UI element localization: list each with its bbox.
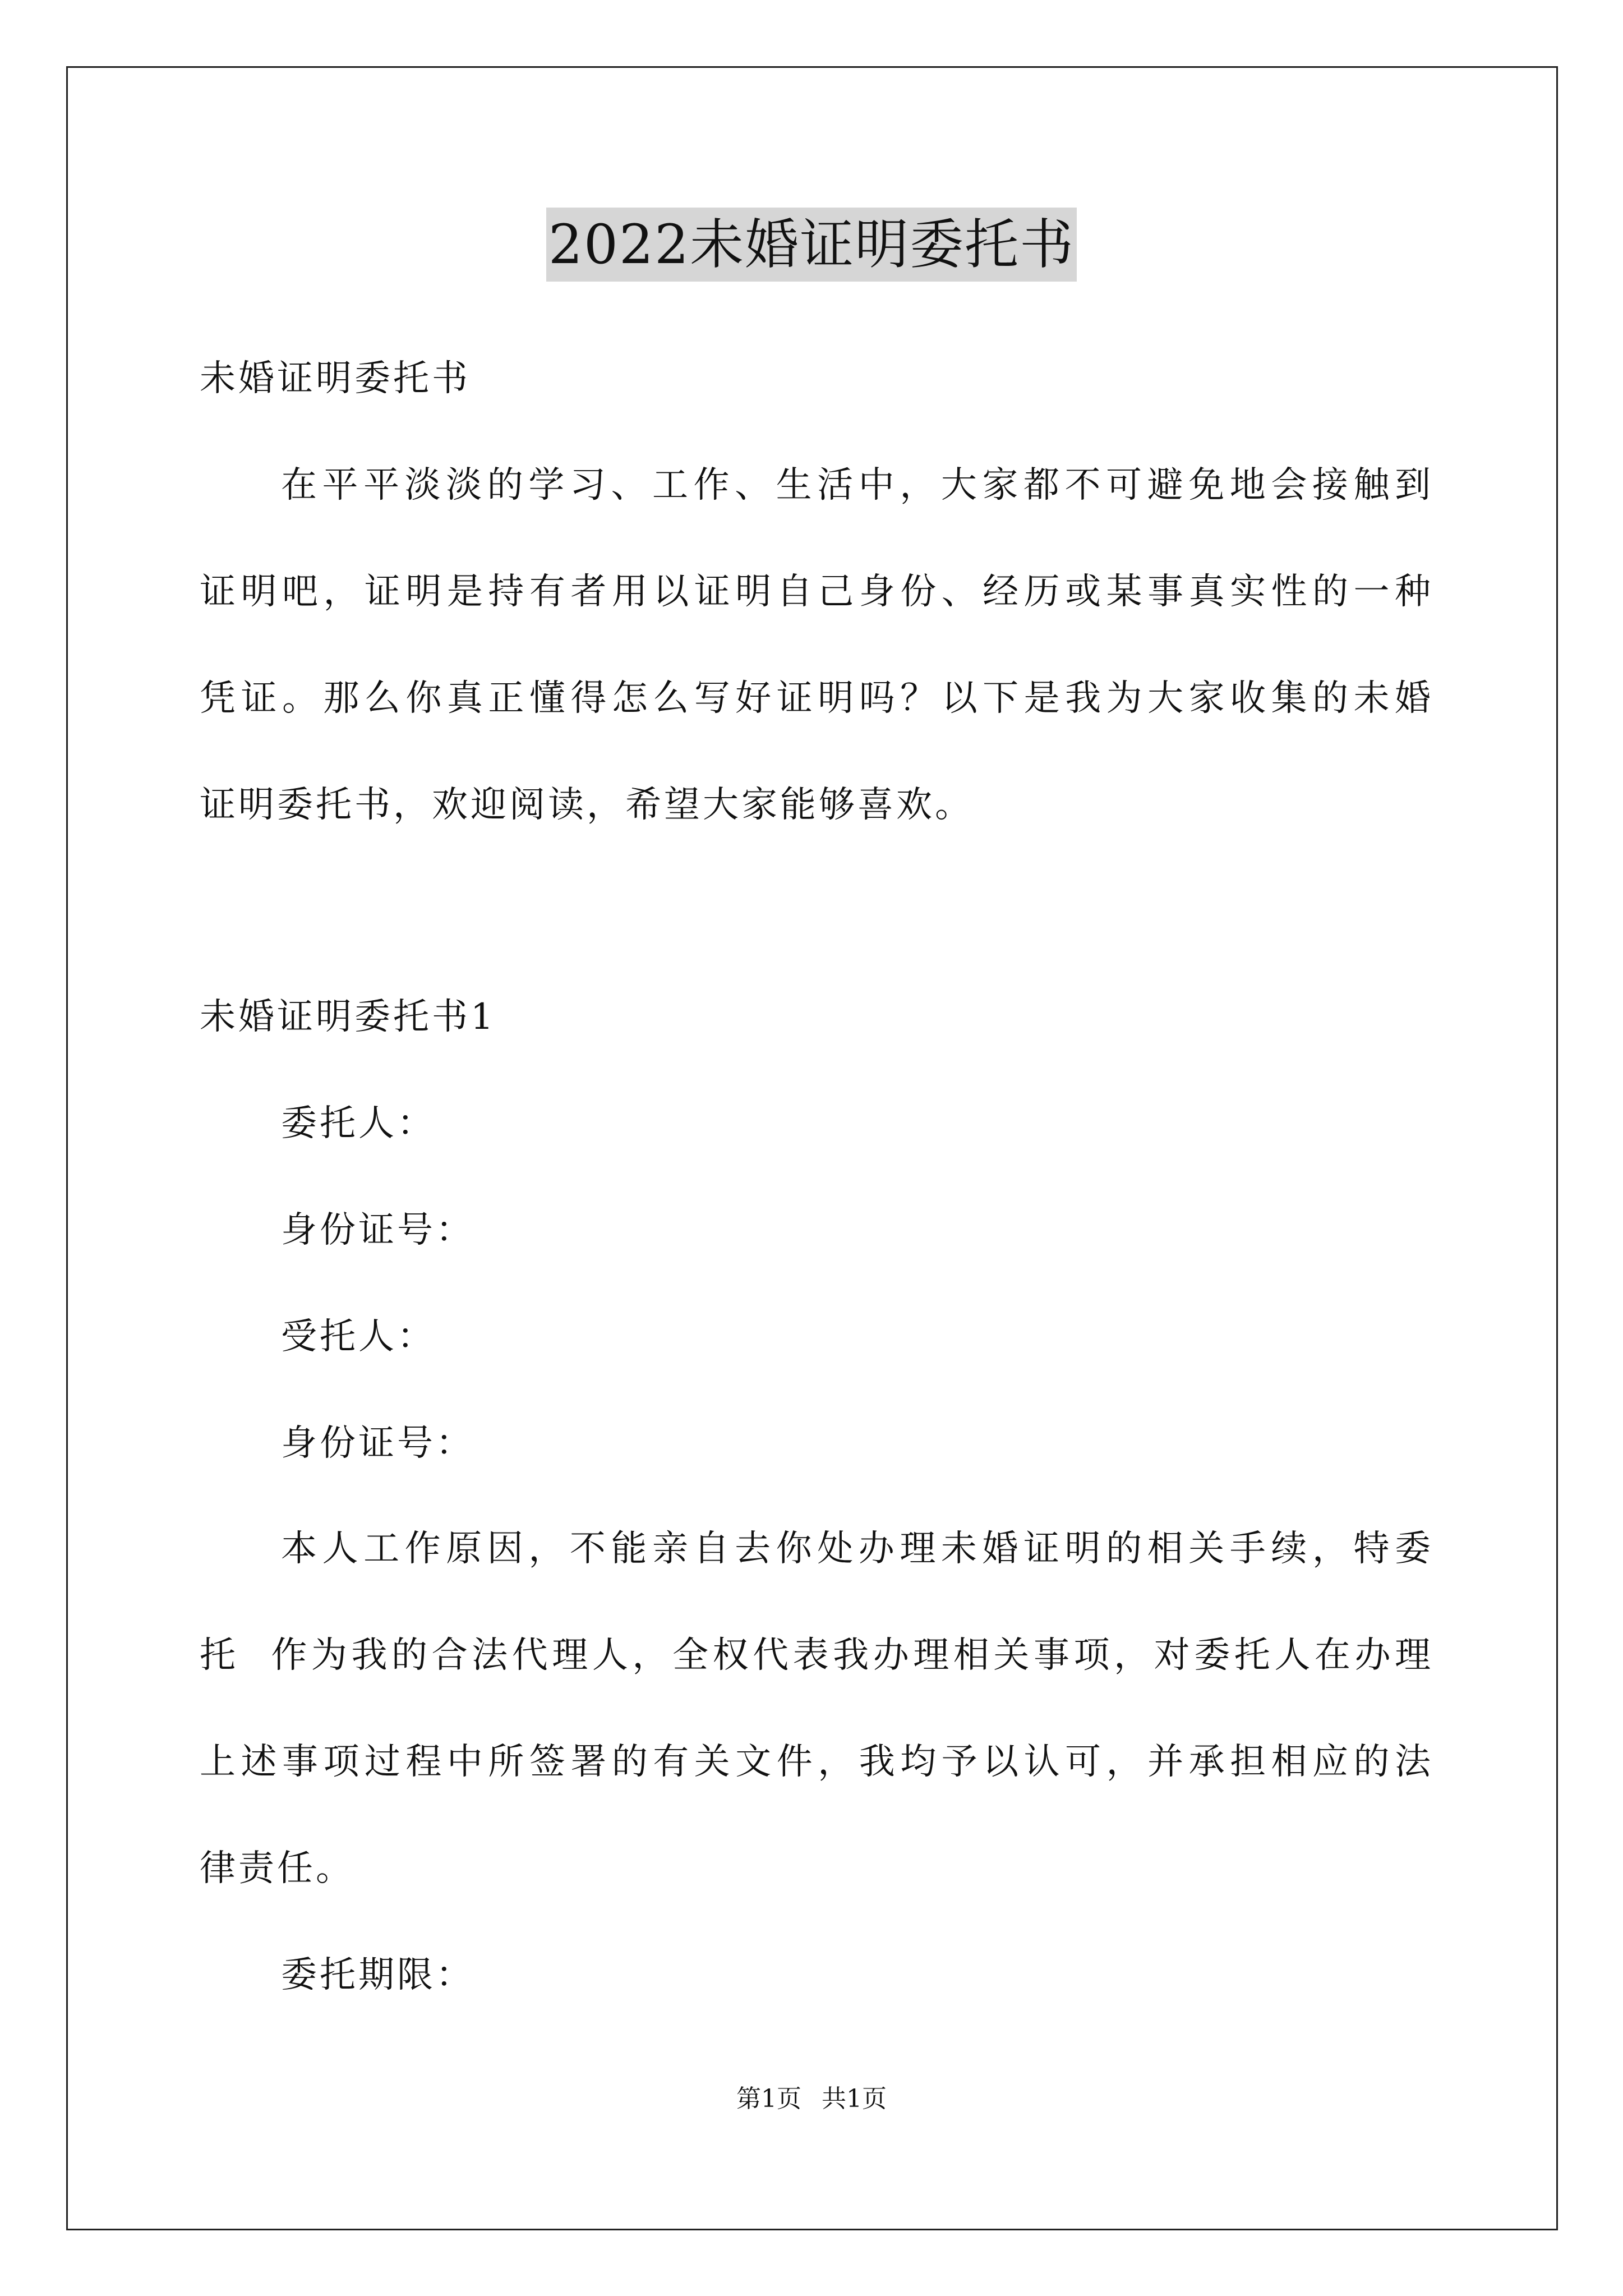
- intro-line-1: 在平平淡淡的学习、工作、生活中，大家都不可避免地会接触到: [281, 464, 1433, 506]
- section-heading: 未婚证明委托书1: [200, 996, 496, 1038]
- body-line-1: 本人工作原因，不能亲自去你处办理未婚证明的相关手续，特委: [281, 1528, 1433, 1570]
- intro-line-4: 证明委托书，欢迎阅读，希望大家能够喜欢。: [200, 784, 974, 826]
- agent-id-field: 身份证号：: [281, 1423, 474, 1464]
- term-field: 委托期限：: [281, 1954, 474, 1996]
- subheading: 未婚证明委托书: [200, 358, 471, 399]
- document-title: [0, 208, 1623, 282]
- intro-line-2: 证明吧，证明是持有者用以证明自己身份、经历或某事真实性的一种: [200, 571, 1433, 613]
- page-number: 第1页: [736, 2085, 801, 2113]
- principal-id-field: 身份证号：: [281, 1209, 474, 1251]
- body-line-3: 上述事项过程中所签署的有关文件，我均予以认可，并承担相应的法: [200, 1741, 1433, 1783]
- document-title-text: 2022未婚证明委托书: [546, 208, 1077, 282]
- principal-field: 委托人：: [281, 1103, 436, 1144]
- page-total: 共1页: [822, 2085, 887, 2113]
- agent-field: 受托人：: [281, 1316, 436, 1358]
- body-line-4: 律责任。: [200, 1848, 354, 1889]
- intro-line-3: 凭证。那么你真正懂得怎么写好证明吗？以下是我为大家收集的未婚: [200, 678, 1433, 719]
- page-footer: [0, 2082, 1623, 2116]
- body-line-2: 托 作为我的合法代理人，全权代表我办理相关事项，对委托人在办理: [200, 1635, 1433, 1676]
